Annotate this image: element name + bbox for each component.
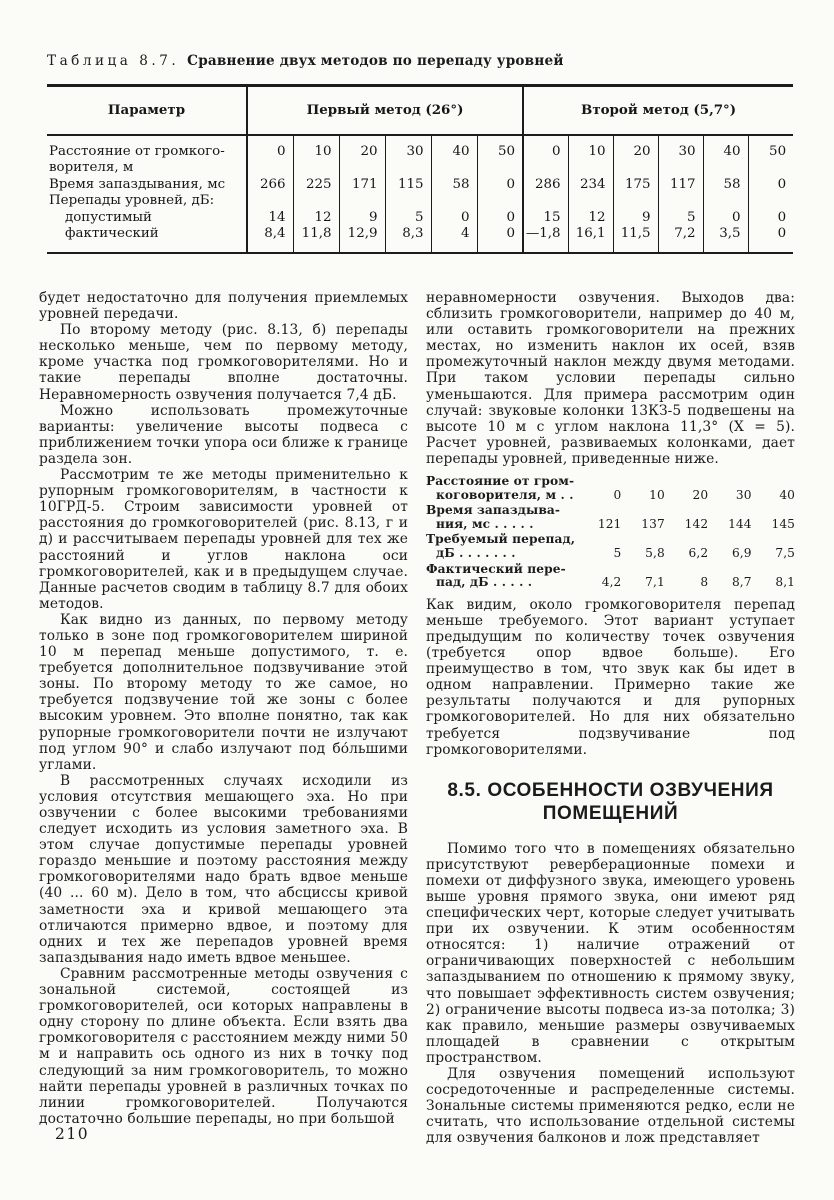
inline-row-label xyxy=(426,563,578,590)
table-cell: 40 xyxy=(431,135,477,177)
table-cell: 50 xyxy=(477,135,523,177)
right-bottom-paragraphs xyxy=(426,841,795,1147)
inline-row-values xyxy=(578,518,795,532)
inline-value: 7,5 xyxy=(775,546,796,560)
table-row xyxy=(47,177,793,193)
table-cell: 5 xyxy=(658,210,703,226)
inline-label-line: пад, дБ . . . . . xyxy=(436,575,533,590)
table-caption-title: Сравнение двух методов по перепаду уровней xyxy=(187,53,564,69)
table-cell xyxy=(477,193,523,209)
table-caption-number: Таблица 8.7. xyxy=(47,53,180,69)
table-row xyxy=(47,193,793,209)
paragraph: В рассмотренных случаях исходили из условия отсутствия мешающего эха. Но при озвучении с более высокими требованиями следует исходить из условия заметного эха. В этом случае допустимые перепады уровней гораздо меньшие и поэтому расстояния между громкоговорителями надо брать вдвое меньше (40 ... 60 м). Дело в том, что абсциссы кривой заметности эха и кривой мешающего эта отличаются примерно вдвое, и поэтому для одних и тех же перепадов уровней время запаздывания надо иметь вдвое меньшее. xyxy=(39,772,408,966)
inline-value: 6,9 xyxy=(731,546,752,560)
inline-value: 4,2 xyxy=(601,575,622,590)
table-cell: 234 xyxy=(568,177,613,193)
inline-value: 7,1 xyxy=(645,575,665,590)
table-cell: 58 xyxy=(703,177,748,193)
paragraph: Сравним рассмотренные методы озвучения с зональной системой, состоящей из громкоговорителей, оси которых направлены в одну сторону по длине объекта. Если взять два громкоговорителя с расстоянием между ними 50 м и направить ось одного из них в точку под следующий за ним громкоговоритель, то можно найти перепады уровней в различных точках по линии громкоговорителей. Получаются достаточно большие перепады, но при большой xyxy=(39,965,408,1127)
paragraph: Можно использовать промежуточные варианты: увеличение высоты подвеса с приближением точки упора оси ближе к границе раздела зон. xyxy=(39,402,408,467)
inline-list-row xyxy=(426,504,795,531)
inline-label-line: ния, мс . . . . . xyxy=(436,516,534,531)
table-cell: 20 xyxy=(339,135,385,177)
inline-label-line: коговорителя, м . . xyxy=(436,487,574,502)
inline-value: 20 xyxy=(692,487,709,502)
paragraph: будет недостаточно для получения приемлемых уровней передачи. xyxy=(39,290,408,323)
table-cell: 225 xyxy=(293,177,339,193)
inline-value: 5 xyxy=(613,546,622,560)
table-cell: 14 xyxy=(247,210,293,226)
table-cell: 266 xyxy=(247,177,293,193)
row-label: Перепады уровней, дБ: xyxy=(49,193,215,209)
table-cell: 0 xyxy=(431,210,477,226)
inline-label-line: Время запаздыва- xyxy=(426,503,561,518)
right-mid-paragraphs xyxy=(426,597,795,758)
row-label: Время запаздывания, мс xyxy=(49,176,226,192)
table-cell xyxy=(568,193,613,209)
inline-value: 30 xyxy=(735,487,752,502)
inline-value: 8,7 xyxy=(731,575,752,590)
table-cell: 40 xyxy=(703,135,748,177)
table-cell: 8,4 xyxy=(247,226,293,253)
table-row xyxy=(47,135,793,177)
paragraph: По второму методу (рис. 8.13, б) перепады несколько меньше, чем по первому методу, кроме участка под громкоговорителями. Но и такие перепады вполне достаточны. Неравномерность озвучения получается 7,4 дБ. xyxy=(39,322,408,403)
table-caption xyxy=(47,53,564,70)
inline-row-values xyxy=(578,547,795,561)
table-cell: 0 xyxy=(748,226,793,253)
inline-list-row xyxy=(426,563,795,590)
table-cell: 171 xyxy=(339,177,385,193)
row-label: фактический xyxy=(65,226,159,242)
table-cell xyxy=(703,193,748,209)
table-cell: 12 xyxy=(293,210,339,226)
table-cell xyxy=(339,193,385,209)
row-label: допустимый xyxy=(65,209,152,225)
table-cell xyxy=(385,193,431,209)
table-cell: 50 xyxy=(748,135,793,177)
table-cell: 0 xyxy=(703,210,748,226)
table-cell: 286 xyxy=(523,177,568,193)
table-cell: 30 xyxy=(658,135,703,177)
left-text-column xyxy=(39,290,408,1127)
comparison-table xyxy=(47,84,793,254)
table-row xyxy=(47,210,793,226)
table-header-row xyxy=(47,86,793,136)
table-cell: 115 xyxy=(385,177,431,193)
row-label: Расстояние от громкого- ворителя, м xyxy=(49,144,225,176)
table-cell: 5 xyxy=(385,210,431,226)
table-cell: 117 xyxy=(658,177,703,193)
inline-label-line: Требуемый перепад, xyxy=(426,532,576,547)
table-cell: 0 xyxy=(477,210,523,226)
table-cell: 12,9 xyxy=(339,226,385,253)
right-text-column xyxy=(426,290,795,1147)
column-header-parameter: Параметр xyxy=(47,86,247,136)
table-cell xyxy=(613,193,658,209)
table-cell xyxy=(748,193,793,209)
table-cell xyxy=(431,193,477,209)
section-heading: 8.5. ОСОБЕННОСТИ ОЗВУЧЕНИЯ ПОМЕЩЕНИЙ xyxy=(447,779,774,825)
table-cell xyxy=(658,193,703,209)
inline-row-values xyxy=(578,489,795,503)
table-cell xyxy=(523,193,568,209)
inline-row-label xyxy=(426,475,578,502)
table-cell: 9 xyxy=(613,210,658,226)
inline-value: 5,8 xyxy=(645,546,665,560)
table-cell xyxy=(293,193,339,209)
inline-value: 8 xyxy=(700,575,709,590)
table-cell: 11,5 xyxy=(613,226,658,253)
table-cell: 3,5 xyxy=(703,226,748,253)
table-cell: 4 xyxy=(431,226,477,253)
inline-row-label xyxy=(426,504,578,531)
table-cell: 11,8 xyxy=(293,226,339,253)
inline-value: 40 xyxy=(779,487,796,502)
table-row xyxy=(47,226,793,253)
column-header-method1: Первый метод (26°) xyxy=(247,86,523,136)
table-cell: 0 xyxy=(748,210,793,226)
inline-list-row xyxy=(426,475,795,502)
table-cell: 8,3 xyxy=(385,226,431,253)
inline-list-row xyxy=(426,533,795,560)
column-header-method2: Второй метод (5,7°) xyxy=(523,86,793,136)
inline-value: 121 xyxy=(597,516,622,531)
inline-row-values xyxy=(578,576,795,590)
inline-value: 8,1 xyxy=(775,575,796,590)
table-cell: 175 xyxy=(613,177,658,193)
table-cell: 0 xyxy=(748,177,793,193)
inline-data-list xyxy=(426,475,795,590)
inline-value: 6,2 xyxy=(688,546,709,560)
table-cell: 10 xyxy=(568,135,613,177)
paragraph: Рассмотрим те же методы применительно к рупорным громкоговорителям, в частности к 10ГРД-5. Строим зависимости уровней от расстояния до громкоговорителей (рис. 8.13, г и д) и рассчитываем перепады уровней для тех же расстояний и углов наклона оси громкоговорителей, как и в предыдущем случае. Данные расчетов сводим в таблицу 8.7 для обоих методов. xyxy=(39,467,408,612)
table-cell: 9 xyxy=(339,210,385,226)
table-cell: —1,8 xyxy=(523,226,568,253)
inline-label-line: дБ . . . . . . . xyxy=(436,546,516,560)
inline-label-line: Фактический пере- xyxy=(426,561,566,576)
table-cell: 7,2 xyxy=(658,226,703,253)
page-number: 210 xyxy=(55,1125,90,1143)
paragraph: Как видно из данных, по первому методу только в зоне под громкоговорителем шириной 10 м перепад меньше допустимого, т. е. требуется дополнительное подзвучивание этой зоны. По второму методу то же самое, но требуется подзвучение той же зоны с более высоким уровнем. Это вполне понятно, так как рупорные громкоговорители почти не излучают под углом 90° и слабо излучают под бо́льшими углами. xyxy=(39,611,408,773)
table-cell: 0 xyxy=(247,135,293,177)
inline-row-label xyxy=(426,533,578,560)
table-cell: 15 xyxy=(523,210,568,226)
paragraph: Помимо того что в помещениях обязательно присутствуют реверберационные помехи и помехи от диффузного звука, имеющего уровень выше уровня прямого звука, они имеют ряд специфических черт, которые следует учитывать при их озвучении. К этим особенностям относятся: 1) наличие отражений от ограничивающих поверхностей с небольшим запаздыванием по отношению к прямому звуку, что повышает эффективность систем озвучения; 2) ограничение высоты подвеса из-за потолка; 3) как правило, меньшие размеры озвучиваемых площадей в сравнении с открытым пространством. xyxy=(426,840,795,1066)
table-cell: 30 xyxy=(385,135,431,177)
paragraph: Для озвучения помещений используют сосредоточенные и распределенные системы. Зональные системы применяются редко, если не считать, что использование отдельной системы для озвучения балконов и лож представляет xyxy=(426,1066,795,1147)
table-cell: 20 xyxy=(613,135,658,177)
table-cell: 58 xyxy=(431,177,477,193)
inline-value: 10 xyxy=(649,487,665,502)
inline-value: 144 xyxy=(728,516,752,531)
table-cell: 12 xyxy=(568,210,613,226)
paragraph: Как видим, около громкоговорителя перепад меньше требуемого. Этот вариант уступает предыдущим по количеству точек озвучения (требуется опор вдвое больше). Его преимущество в том, что звук как бы идет в одном направлении. Примерно такие же результаты получаются и для рупорных громкоговорителей. Но для них обязательно требуется подзвучивание под громкоговорителями. xyxy=(426,596,795,758)
paragraph: неравномерности озвучения. Выходов два: сблизить громкоговорители, например до 40 м, или оставить громкоговорители на прежних местах, но изменить наклон их осей, взяв промежуточный наклон между двумя методами. При таком условии перепады сильно уменьшаются. Для примера рассмотрим один случай: звуковые колонки 13КЗ-5 подвешены на высоте 10 м с углом наклона 11,3° (X = 5). Расчет уровней, развиваемых колонками, дает перепады уровней, приведенные ниже. xyxy=(426,290,795,467)
table-cell: 0 xyxy=(477,177,523,193)
table-cell: 10 xyxy=(293,135,339,177)
inline-value: 145 xyxy=(771,516,796,531)
right-top-paragraphs xyxy=(426,290,795,467)
inline-value: 0 xyxy=(613,487,622,502)
table-cell xyxy=(247,193,293,209)
inline-label-line: Расстояние от гром- xyxy=(426,474,575,489)
table-cell: 0 xyxy=(523,135,568,177)
table-cell: 16,1 xyxy=(568,226,613,253)
table-cell: 0 xyxy=(477,226,523,253)
inline-value: 137 xyxy=(641,516,665,531)
inline-value: 142 xyxy=(684,516,709,531)
